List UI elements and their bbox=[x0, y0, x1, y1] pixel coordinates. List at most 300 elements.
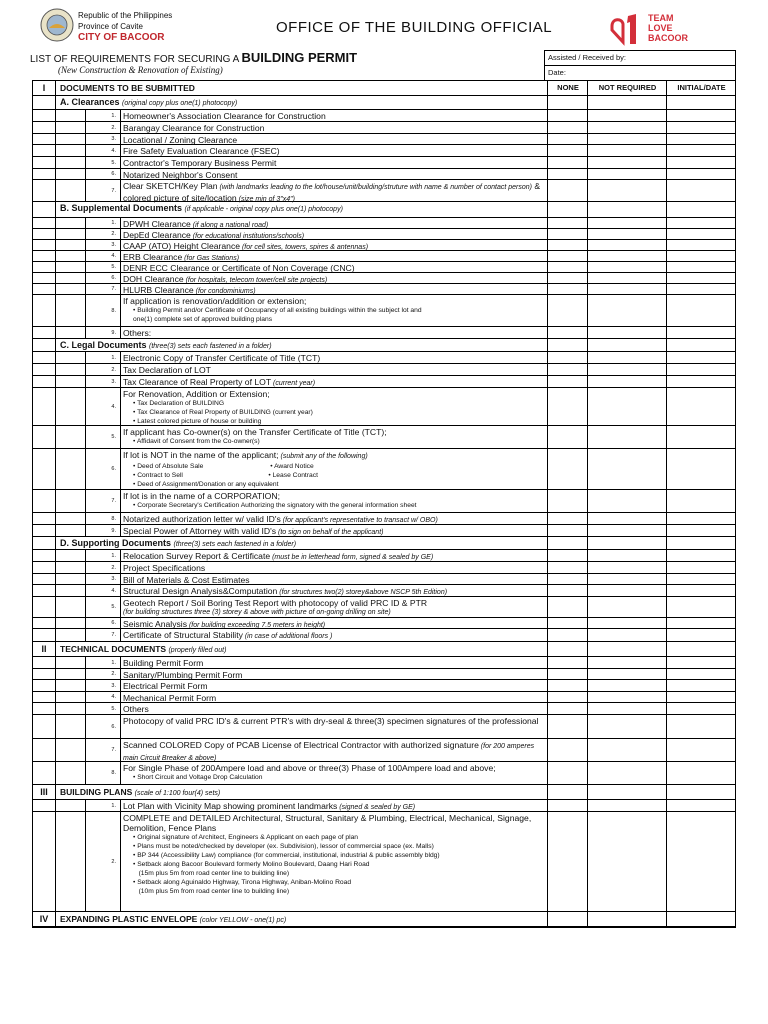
checkbox-not-required[interactable] bbox=[587, 449, 667, 489]
blank-cell bbox=[33, 629, 55, 641]
checkbox-none[interactable] bbox=[547, 251, 588, 261]
requirement-text bbox=[120, 562, 547, 573]
requirement-text bbox=[120, 692, 547, 702]
initial-date-cell[interactable] bbox=[666, 574, 736, 584]
checkbox-not-required[interactable] bbox=[587, 169, 667, 179]
blank-cell bbox=[33, 449, 55, 489]
initial-date-cell[interactable] bbox=[666, 513, 736, 524]
requirement-row bbox=[33, 550, 735, 562]
initial-date-cell[interactable] bbox=[666, 388, 736, 425]
requirement-subitem: • Original signature of Architect, Engineers & Applicant on each page of plan bbox=[133, 834, 359, 841]
item-number: 7. bbox=[85, 629, 118, 641]
group-row bbox=[33, 202, 735, 218]
blank-cell bbox=[55, 597, 86, 617]
checkbox-none[interactable] bbox=[547, 284, 588, 294]
blank-cell bbox=[55, 574, 86, 584]
blank-cell bbox=[55, 122, 86, 133]
checkbox-not-required[interactable] bbox=[587, 157, 667, 168]
requirement-row bbox=[33, 597, 735, 618]
checkbox-none[interactable] bbox=[547, 680, 588, 691]
checkbox-none[interactable] bbox=[547, 240, 588, 250]
requirement-text bbox=[120, 134, 547, 144]
initial-date-cell[interactable] bbox=[666, 739, 736, 761]
blank-cell bbox=[55, 352, 86, 363]
checkbox-none[interactable] bbox=[547, 449, 588, 489]
requirement-note: (in case of additional floors ) bbox=[242, 633, 333, 640]
blank-cell bbox=[33, 762, 55, 784]
col-none-header: NONE bbox=[547, 81, 588, 95]
requirement-text bbox=[120, 295, 547, 326]
government-lines bbox=[78, 10, 172, 43]
blank-cell bbox=[33, 388, 55, 425]
requirement-text bbox=[120, 513, 547, 524]
requirement-note: (for 200 amperes main Circuit Breaker & above) bbox=[123, 743, 535, 762]
checkbox-none[interactable] bbox=[547, 352, 588, 363]
requirement-subitem: • Tax Declaration of BUILDING bbox=[133, 400, 225, 407]
checkbox-not-required[interactable] bbox=[587, 762, 667, 784]
item-number: 5. bbox=[85, 262, 118, 272]
blank-cell bbox=[55, 364, 86, 375]
requirement-row bbox=[33, 251, 735, 262]
initial-date-cell[interactable] bbox=[666, 240, 736, 250]
initial-date-cell[interactable] bbox=[666, 273, 736, 283]
col-not-required-header: NOT REQUIRED bbox=[587, 81, 667, 95]
requirement-row bbox=[33, 295, 735, 327]
checkbox-none[interactable] bbox=[547, 715, 588, 738]
checkbox-not-required[interactable] bbox=[587, 629, 667, 641]
checkbox-none[interactable] bbox=[547, 180, 588, 201]
item-number: 8. bbox=[85, 295, 118, 326]
item-number: 2. bbox=[85, 229, 118, 239]
requirement-row bbox=[33, 157, 735, 169]
blank-cell bbox=[55, 134, 86, 144]
checkbox-not-required[interactable] bbox=[587, 134, 667, 144]
initial-date-cell[interactable] bbox=[666, 295, 736, 326]
requirement-row bbox=[33, 284, 735, 295]
checkbox-not-required[interactable] bbox=[587, 388, 667, 425]
item-number: 7. bbox=[85, 490, 118, 512]
blank-cell bbox=[55, 157, 86, 168]
requirement-row bbox=[33, 273, 735, 284]
group-row bbox=[33, 96, 735, 110]
initial-date-cell[interactable] bbox=[666, 449, 736, 489]
checkbox-none[interactable] bbox=[547, 618, 588, 628]
requirement-text bbox=[120, 229, 547, 239]
blank-cell bbox=[33, 715, 55, 738]
blank-cell bbox=[33, 426, 55, 448]
initial-date-cell[interactable] bbox=[666, 134, 736, 144]
item-number: 5. bbox=[85, 157, 118, 168]
initial-date-cell[interactable] bbox=[666, 122, 736, 133]
checkbox-none[interactable] bbox=[547, 145, 588, 156]
requirement-label: Electronic Copy of Transfer Certificate of Title (TCT) bbox=[123, 353, 321, 363]
requirement-row bbox=[33, 562, 735, 574]
checkbox-none[interactable] bbox=[547, 273, 588, 283]
initial-date-cell[interactable] bbox=[666, 680, 736, 691]
blank-cell bbox=[33, 550, 55, 561]
blank-cell bbox=[666, 537, 736, 549]
initial-date-cell[interactable] bbox=[666, 812, 736, 911]
checkbox-none[interactable] bbox=[547, 110, 588, 121]
requirement-label: Scanned COLORED Copy of PCAB License of Electrical Contractor with authorized signature bbox=[123, 740, 479, 750]
checkbox-none[interactable] bbox=[547, 800, 588, 811]
checkbox-not-required[interactable] bbox=[587, 240, 667, 250]
city-text: CITY OF BACOOR bbox=[78, 32, 165, 43]
blank-cell bbox=[33, 597, 55, 617]
initial-date-cell[interactable] bbox=[666, 251, 736, 261]
section-title: DOCUMENTS TO BE SUBMITTED bbox=[55, 81, 547, 95]
checkbox-not-required[interactable] bbox=[587, 251, 667, 261]
checkbox-not-required[interactable] bbox=[587, 692, 667, 702]
item-number: 1. bbox=[85, 657, 118, 668]
requirement-subitem: (10m plus 5m from road center line to building line) bbox=[133, 888, 290, 895]
requirement-label: Tax Declaration of LOT bbox=[123, 365, 211, 375]
checkbox-not-required[interactable] bbox=[587, 262, 667, 272]
requirement-note: (for Gas Stations) bbox=[182, 255, 240, 262]
item-number: 7. bbox=[85, 284, 118, 294]
initial-date-cell[interactable] bbox=[666, 597, 736, 617]
initial-date-cell[interactable] bbox=[666, 692, 736, 702]
requirement-text bbox=[120, 157, 547, 168]
item-number: 9. bbox=[85, 525, 118, 536]
requirement-subitem: • Contract to Sell • Lease Contract bbox=[133, 472, 318, 479]
requirement-text bbox=[120, 680, 547, 691]
checkbox-none[interactable] bbox=[547, 169, 588, 179]
requirement-label: Sanitary/Plumbing Permit Form bbox=[123, 670, 243, 680]
blank-cell bbox=[55, 169, 86, 179]
requirement-note: (signed & sealed by GE) bbox=[337, 804, 416, 811]
item-number: 1. bbox=[85, 218, 118, 228]
section-title: EXPANDING PLASTIC ENVELOPE (color YELLOW - one(1) pc) bbox=[55, 912, 547, 926]
checkbox-not-required[interactable] bbox=[587, 110, 667, 121]
checkbox-not-required[interactable] bbox=[587, 295, 667, 326]
initial-date-cell[interactable] bbox=[666, 525, 736, 536]
section-title: BUILDING PLANS (scale of 1:100 four(4) sets) bbox=[55, 785, 547, 799]
initial-date-cell[interactable] bbox=[666, 157, 736, 168]
blank-cell bbox=[33, 96, 55, 109]
group-title: D. Supporting Documents (three(3) sets each fastened in a folder) bbox=[55, 537, 547, 549]
blank-cell bbox=[33, 585, 55, 596]
checkbox-none[interactable] bbox=[547, 218, 588, 228]
initial-date-cell[interactable] bbox=[666, 426, 736, 448]
initial-date-cell[interactable] bbox=[666, 762, 736, 784]
checkbox-not-required[interactable] bbox=[587, 585, 667, 596]
checkbox-not-required[interactable] bbox=[587, 680, 667, 691]
date-label[interactable]: Date: bbox=[548, 68, 566, 77]
checkbox-none[interactable] bbox=[547, 426, 588, 448]
requirement-label: DENR ECC Clearance or Certificate of Non Coverage (CNC) bbox=[123, 263, 355, 273]
requirement-subitem: • Latest colored picture of house or building bbox=[133, 418, 262, 425]
checkbox-none[interactable] bbox=[547, 388, 588, 425]
blank-cell bbox=[33, 490, 55, 512]
checkbox-none[interactable] bbox=[547, 513, 588, 524]
requirement-subitem: • Short Circuit and Voltage Drop Calculation bbox=[133, 774, 263, 781]
group-row bbox=[33, 537, 735, 550]
checkbox-not-required[interactable] bbox=[587, 364, 667, 375]
requirement-row bbox=[33, 388, 735, 426]
checkbox-not-required[interactable] bbox=[587, 657, 667, 668]
requirement-label: ERB Clearance bbox=[123, 252, 183, 262]
group-title: C. Legal Documents (three(3) sets each fastened in a folder) bbox=[55, 339, 547, 351]
initial-date-cell[interactable] bbox=[666, 562, 736, 573]
checkbox-not-required[interactable] bbox=[587, 669, 667, 679]
requirement-note: (for structures two(2) storey&above NSCP 5th Edition) bbox=[277, 589, 448, 596]
requirement-label: HLURB Clearance bbox=[123, 285, 194, 295]
checkbox-none[interactable] bbox=[547, 327, 588, 338]
team-love-bacoor-logo bbox=[606, 12, 726, 48]
checkbox-none[interactable] bbox=[547, 692, 588, 702]
requirement-text bbox=[120, 352, 547, 363]
requirement-row bbox=[33, 739, 735, 762]
initial-date-cell[interactable] bbox=[666, 800, 736, 811]
requirement-text bbox=[120, 145, 547, 156]
blank-cell bbox=[33, 273, 55, 283]
blank-cell bbox=[55, 525, 86, 536]
requirement-label: Photocopy of valid PRC ID's & current PTR's with dry-seal & three(3) specimen signatures of the professional bbox=[123, 716, 539, 726]
checkbox-not-required[interactable] bbox=[587, 800, 667, 811]
checkbox-none[interactable] bbox=[547, 629, 588, 641]
item-number: 4. bbox=[85, 388, 118, 425]
checkbox-none[interactable] bbox=[547, 262, 588, 272]
initial-date-cell[interactable] bbox=[666, 669, 736, 679]
initial-date-cell[interactable] bbox=[666, 180, 736, 201]
initial-date-cell[interactable] bbox=[666, 262, 736, 272]
checkbox-none[interactable] bbox=[547, 669, 588, 679]
requirement-label: Structural Design Analysis&Computation bbox=[123, 586, 278, 596]
checkbox-not-required[interactable] bbox=[587, 574, 667, 584]
section-row bbox=[33, 642, 735, 657]
checkbox-none[interactable] bbox=[547, 703, 588, 714]
initial-date-cell[interactable] bbox=[666, 229, 736, 239]
item-number: 4. bbox=[85, 145, 118, 156]
checkbox-not-required[interactable] bbox=[587, 618, 667, 628]
requirement-note: (with landmarks leading to the lot/house/unit/building/struture with name & number of contact person) bbox=[217, 184, 532, 191]
checkbox-not-required[interactable] bbox=[587, 812, 667, 911]
requirement-row bbox=[33, 145, 735, 157]
checkbox-none[interactable] bbox=[547, 157, 588, 168]
subtitle: (New Construction & Renovation of Existing) bbox=[58, 65, 223, 75]
checkbox-none[interactable] bbox=[547, 812, 588, 911]
initial-date-cell[interactable] bbox=[666, 629, 736, 641]
requirement-label: Notarized authorization letter w/ valid ID's bbox=[123, 514, 281, 524]
initial-date-cell[interactable] bbox=[666, 364, 736, 375]
checkbox-not-required[interactable] bbox=[587, 284, 667, 294]
checkbox-not-required[interactable] bbox=[587, 122, 667, 133]
blank-cell bbox=[547, 339, 588, 351]
item-number: 4. bbox=[85, 585, 118, 596]
requirement-row bbox=[33, 449, 735, 490]
checkbox-none[interactable] bbox=[547, 657, 588, 668]
requirement-label: COMPLETE and DETAILED Architectural, Structural, Sanitary & Plumbing, Electrical, Mechanical, Signage, Demolition, Fence Plans bbox=[123, 813, 532, 833]
initial-date-cell[interactable] bbox=[666, 145, 736, 156]
requirement-row bbox=[33, 629, 735, 642]
initial-date-cell[interactable] bbox=[666, 110, 736, 121]
checkbox-none[interactable] bbox=[547, 376, 588, 387]
blank-cell bbox=[33, 352, 55, 363]
office-title: OFFICE OF THE BUILDING OFFICIAL bbox=[276, 19, 553, 36]
province-text: Province of Cavite bbox=[78, 22, 143, 31]
checkbox-not-required[interactable] bbox=[587, 490, 667, 512]
blank-cell bbox=[55, 426, 86, 448]
checkbox-not-required[interactable] bbox=[587, 597, 667, 617]
checkbox-not-required[interactable] bbox=[587, 218, 667, 228]
requirement-text bbox=[120, 762, 547, 784]
initial-date-cell[interactable] bbox=[666, 703, 736, 714]
requirement-label: DOH Clearance bbox=[123, 274, 184, 284]
group-title: A. Clearances (original copy plus one(1) photocopy) bbox=[55, 96, 547, 109]
initial-date-cell[interactable] bbox=[666, 618, 736, 628]
blank-cell bbox=[587, 96, 667, 109]
requirement-note: (for condominiums) bbox=[193, 288, 256, 295]
header-blank-cell bbox=[666, 912, 736, 926]
item-number: 1. bbox=[85, 110, 118, 121]
blank-cell bbox=[55, 618, 86, 628]
checkbox-not-required[interactable] bbox=[587, 525, 667, 536]
blank-cell bbox=[33, 618, 55, 628]
checkbox-none[interactable] bbox=[547, 122, 588, 133]
checkbox-not-required[interactable] bbox=[587, 352, 667, 363]
checkbox-none[interactable] bbox=[547, 562, 588, 573]
requirement-row bbox=[33, 262, 735, 273]
requirement-row bbox=[33, 525, 735, 537]
blank-cell bbox=[33, 229, 55, 239]
requirement-text bbox=[120, 110, 547, 121]
checkbox-not-required[interactable] bbox=[587, 426, 667, 448]
requirement-row bbox=[33, 327, 735, 339]
checkbox-none[interactable] bbox=[547, 134, 588, 144]
requirement-row bbox=[33, 376, 735, 388]
initial-date-cell[interactable] bbox=[666, 284, 736, 294]
checkbox-none[interactable] bbox=[547, 364, 588, 375]
blank-cell bbox=[33, 169, 55, 179]
checkbox-not-required[interactable] bbox=[587, 739, 667, 761]
initial-date-cell[interactable] bbox=[666, 550, 736, 561]
requirement-note: (for hospitals, telecom tower/cell site projects) bbox=[183, 277, 328, 284]
blank-cell bbox=[33, 251, 55, 261]
section-row bbox=[33, 785, 735, 800]
requirement-label: If application is renovation/addition or extension; bbox=[123, 296, 307, 306]
checkbox-not-required[interactable] bbox=[587, 513, 667, 524]
requirement-note: (must be in letterhead form, signed & sealed by GE) bbox=[270, 554, 434, 561]
checkbox-not-required[interactable] bbox=[587, 550, 667, 561]
requirement-subitem: • Deed of Absolute Sale • Award Notice bbox=[133, 463, 314, 470]
blank-cell bbox=[33, 327, 55, 338]
requirement-subitem: one(1) complete set of approved building plans bbox=[133, 316, 273, 323]
item-number: 4. bbox=[85, 692, 118, 702]
initial-date-cell[interactable] bbox=[666, 585, 736, 596]
checkbox-not-required[interactable] bbox=[587, 715, 667, 738]
requirement-row bbox=[33, 169, 735, 180]
item-number: 8. bbox=[85, 513, 118, 524]
list-title bbox=[30, 50, 357, 65]
checkbox-none[interactable] bbox=[547, 585, 588, 596]
requirement-row bbox=[33, 513, 735, 525]
requirement-row bbox=[33, 134, 735, 145]
initial-date-cell[interactable] bbox=[666, 715, 736, 738]
blank-cell bbox=[55, 692, 86, 702]
item-number: 4. bbox=[85, 251, 118, 261]
initial-date-cell[interactable] bbox=[666, 327, 736, 338]
checkbox-not-required[interactable] bbox=[587, 273, 667, 283]
blank-cell bbox=[666, 96, 736, 109]
checkbox-none[interactable] bbox=[547, 597, 588, 617]
requirement-text bbox=[120, 812, 547, 911]
checkbox-not-required[interactable] bbox=[587, 180, 667, 201]
initial-date-cell[interactable] bbox=[666, 490, 736, 512]
bacoor-text: BACOOR bbox=[648, 33, 688, 43]
section-note: (properly filled out) bbox=[168, 647, 227, 654]
checkbox-not-required[interactable] bbox=[587, 376, 667, 387]
requirement-text bbox=[120, 597, 547, 617]
checkbox-none[interactable] bbox=[547, 550, 588, 561]
requirement-row bbox=[33, 657, 735, 669]
blank-cell bbox=[55, 629, 86, 641]
requirement-row bbox=[33, 669, 735, 680]
requirement-label: DepEd Clearance bbox=[123, 230, 191, 240]
section-note: (color YELLOW - one(1) pc) bbox=[199, 917, 287, 924]
requirement-note: (for applicant's representative to transact w/ OBO) bbox=[280, 517, 438, 524]
assisted-label[interactable]: Assisted / Received by: bbox=[545, 51, 735, 66]
requirement-subitem: • Deed of Assignment/Donation or any equivalent bbox=[133, 481, 279, 488]
checkbox-none[interactable] bbox=[547, 525, 588, 536]
col-initial-header: INITIAL/DATE bbox=[666, 81, 736, 95]
initial-date-cell[interactable] bbox=[666, 218, 736, 228]
requirement-text bbox=[120, 574, 547, 584]
checkbox-not-required[interactable] bbox=[587, 327, 667, 338]
checkbox-not-required[interactable] bbox=[587, 703, 667, 714]
city-seal-icon bbox=[40, 8, 74, 42]
heart-logo-icon bbox=[606, 12, 646, 46]
requirement-text bbox=[120, 449, 547, 489]
blank-cell bbox=[55, 240, 86, 250]
item-number: 6. bbox=[85, 169, 118, 179]
requirement-label: For Single Phase of 200Ampere load and above or three(3) Phase of 100Ampere load and above; bbox=[123, 763, 496, 773]
initial-date-cell[interactable] bbox=[666, 657, 736, 668]
requirement-row bbox=[33, 240, 735, 251]
requirement-row bbox=[33, 490, 735, 513]
checkbox-none[interactable] bbox=[547, 739, 588, 761]
requirement-label: Building Permit Form bbox=[123, 658, 204, 668]
checkbox-not-required[interactable] bbox=[587, 145, 667, 156]
checkbox-none[interactable] bbox=[547, 574, 588, 584]
checkbox-not-required[interactable] bbox=[587, 562, 667, 573]
requirement-subitem: • Setback along Aguinaldo Highway, Tirona Highway, Aniban-Molino Road bbox=[133, 879, 352, 886]
blank-cell bbox=[33, 692, 55, 702]
checkbox-none[interactable] bbox=[547, 295, 588, 326]
checkbox-none[interactable] bbox=[547, 229, 588, 239]
checkbox-not-required[interactable] bbox=[587, 229, 667, 239]
blank-cell bbox=[33, 145, 55, 156]
item-number: 9. bbox=[85, 327, 118, 338]
blank-cell bbox=[55, 449, 86, 489]
blank-cell bbox=[55, 739, 86, 761]
requirement-text bbox=[120, 169, 547, 179]
requirement-text bbox=[120, 218, 547, 228]
blank-cell bbox=[55, 562, 86, 573]
assisted-box[interactable] bbox=[544, 50, 736, 81]
blank-cell bbox=[33, 110, 55, 121]
checkbox-none[interactable] bbox=[547, 490, 588, 512]
blank-cell bbox=[33, 537, 55, 549]
initial-date-cell[interactable] bbox=[666, 376, 736, 387]
requirement-text bbox=[120, 388, 547, 425]
initial-date-cell[interactable] bbox=[666, 352, 736, 363]
initial-date-cell[interactable] bbox=[666, 169, 736, 179]
requirement-note: (submit any of the following) bbox=[278, 453, 368, 460]
list-title-bold: BUILDING PERMIT bbox=[241, 50, 358, 65]
item-number: 3. bbox=[85, 574, 118, 584]
checkbox-none[interactable] bbox=[547, 762, 588, 784]
